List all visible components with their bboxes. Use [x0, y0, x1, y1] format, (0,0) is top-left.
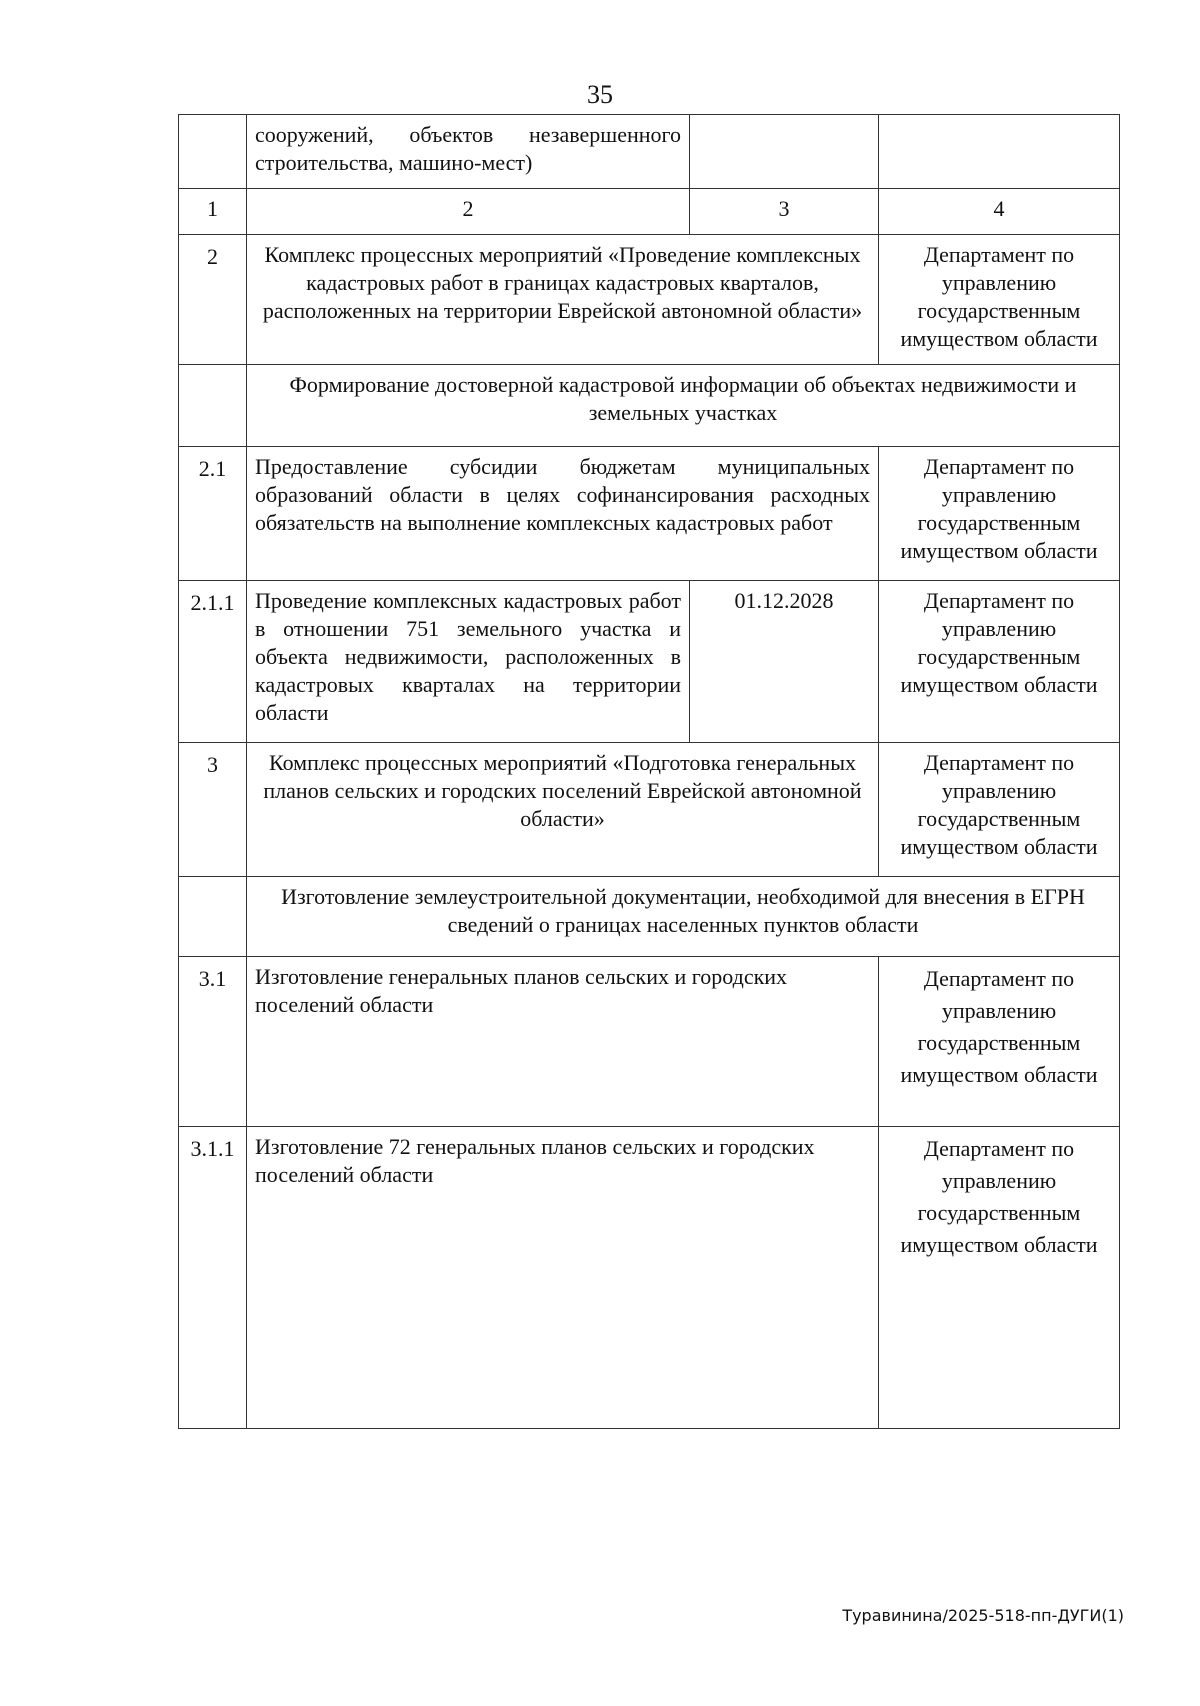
row-text: Комплекс процессных мероприятий «Проведение комплексных кадастровых работ в границах кадастровых кварталов, расположенных на территории Еврейской автономной области» [247, 235, 879, 365]
table-row [179, 957, 1120, 1127]
table-row [179, 235, 1120, 365]
row-text: Изготовление генеральных планов сельских и городских поселений области [247, 957, 879, 1127]
goal-text: Изготовление землеустроительной документации, необходимой для внесения в ЕГРН сведений о границах населенных пунктов области [247, 877, 1120, 957]
column-number-2: 2 [247, 189, 690, 235]
table-row [179, 743, 1120, 877]
row-text: Изготовление 72 генеральных планов сельских и городских поселений области [247, 1127, 879, 1429]
cell-empty [879, 115, 1120, 189]
table-row [179, 1127, 1120, 1429]
row-number: 3.1.1 [179, 1127, 247, 1429]
table-row-continuation [179, 115, 1120, 189]
table-row [179, 447, 1120, 581]
row-date: 01.12.2028 [690, 581, 879, 743]
column-number-4: 4 [879, 189, 1120, 235]
document-footer-id: Туравинина/2025-518-пп-ДУГИ(1) [842, 1606, 1124, 1625]
row-number: 2.1 [179, 447, 247, 581]
cell-empty [179, 877, 247, 957]
goal-row [179, 365, 1120, 447]
column-number-3: 3 [690, 189, 879, 235]
row-responsible: Департамент по управлению государственным имуществом области [879, 1127, 1120, 1429]
column-numbers-row [179, 189, 1120, 235]
row-responsible: Департамент по управлению государственным имуществом области [879, 447, 1120, 581]
measures-table [178, 114, 1120, 1429]
row-text: Комплекс процессных мероприятий «Подготовка генеральных планов сельских и городских поселений Еврейской автономной области» [247, 743, 879, 877]
row-responsible: Департамент по управлению государственным имуществом области [879, 957, 1120, 1127]
cell-empty [179, 365, 247, 447]
table-row [179, 581, 1120, 743]
column-number-1: 1 [179, 189, 247, 235]
row-responsible: Департамент по управлению государственным имуществом области [879, 743, 1120, 877]
page-number: 35 [587, 80, 613, 109]
goal-text: Формирование достоверной кадастровой информации об объектах недвижимости и земельных участках [247, 365, 1120, 447]
cell-empty [179, 115, 247, 189]
row-text: Предоставление субсидии бюджетам муниципальных образований области в целях софинансирования расходных обязательств на выполнение комплексных кадастровых работ [247, 447, 879, 581]
row-responsible: Департамент по управлению государственным имуществом области [879, 235, 1120, 365]
row-text: Проведение комплексных кадастровых работ в отношении 751 земельного участка и объекта недвижимости, расположенных в кадастровых кварталах на территории области [247, 581, 690, 743]
goal-row [179, 877, 1120, 957]
row-responsible: Департамент по управлению государственным имуществом области [879, 581, 1120, 743]
row-number: 2.1.1 [179, 581, 247, 743]
row-number: 2 [179, 235, 247, 365]
row-number: 3 [179, 743, 247, 877]
row-number: 3.1 [179, 957, 247, 1127]
cell-empty [690, 115, 879, 189]
continuation-text: сооружений, объектов незавершенного строительства, машино-мест) [247, 115, 690, 189]
